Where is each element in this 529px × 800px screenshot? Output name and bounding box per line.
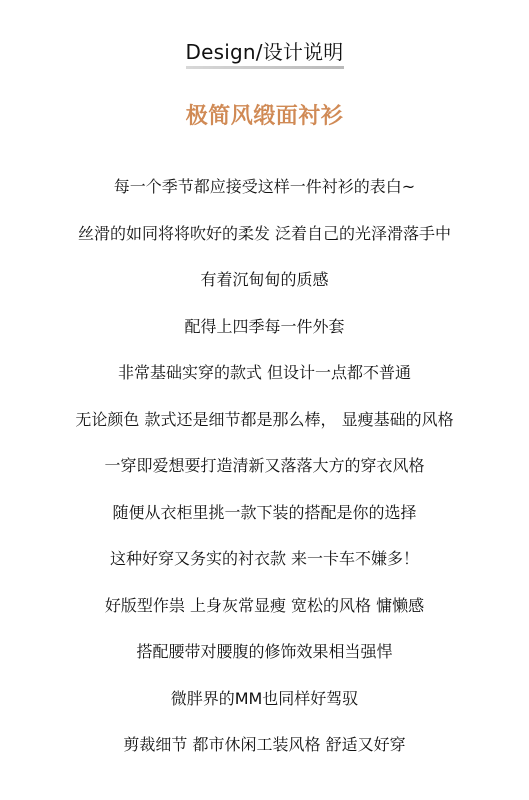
description-line: 有着沉甸甸的质感 <box>200 270 329 289</box>
description-line: 好版型作祟 上身灰常显瘦 宽松的风格 慵懒感 <box>104 595 425 615</box>
description-line: 一穿即爱想要打造清新又落落大方的穿衣风格 <box>104 456 425 475</box>
title-underline <box>186 66 344 69</box>
page-title-text: Design/设计说明 <box>185 40 344 64</box>
description-line: 这种好穿又务实的衬衣款 来一卡车不嫌多！ <box>109 549 420 568</box>
description-list <box>0 173 529 778</box>
product-name: 极简风缎面衬衫 <box>185 104 344 129</box>
header <box>0 36 529 69</box>
description-line: 配得上四季每一件外套 <box>184 316 345 336</box>
page-title <box>186 36 344 69</box>
description-line: 微胖界的MM也同样好驾驭 <box>170 688 359 708</box>
description-line: 剪裁细节 都市休闲工装风格 舒适又好穿 <box>123 735 406 754</box>
description-line: 无论颜色 款式还是细节都是那么棒， 显瘦基础的风格 <box>75 409 454 429</box>
description-line: 随便从衣柜里挑一款下装的搭配是你的选择 <box>112 502 417 522</box>
description-line: 每一个季节都应接受这样一件衬衫的表白~ <box>113 177 416 196</box>
description-line: 搭配腰带对腰腹的修饰效果相当强悍 <box>136 642 393 661</box>
description-line: 非常基础实穿的款式 但设计一点都不普通 <box>117 363 412 382</box>
description-line: 丝滑的如同将将吹好的柔发 泛着自己的光泽滑落手中 <box>77 223 452 243</box>
